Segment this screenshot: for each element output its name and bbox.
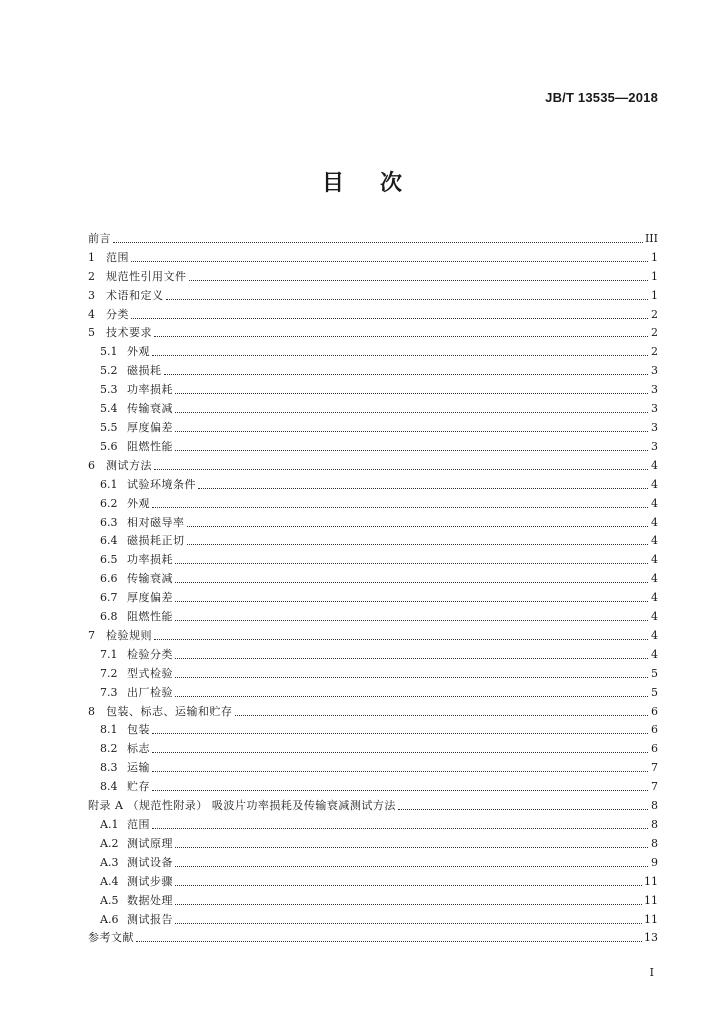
toc-entry-number: 7 [88, 628, 95, 642]
toc-leader-dots [175, 581, 648, 583]
toc-entry-number: 3 [88, 288, 95, 302]
toc-entry-number: 8.2 [100, 742, 118, 756]
toc-entry-number: 4 [88, 307, 95, 321]
toc-entry-title: 检验规则 [106, 628, 152, 642]
toc-entry-title: 测试步骤 [127, 874, 173, 888]
toc-leader-dots [187, 543, 649, 545]
toc-entry[interactable] [88, 530, 658, 549]
toc-leader-dots [175, 695, 648, 697]
toc-entry-page: 4 [651, 572, 658, 586]
toc-entry[interactable] [88, 397, 658, 416]
toc-entry-title: 测试方法 [106, 458, 152, 472]
toc-entry-page: 4 [651, 477, 658, 491]
toc-entry[interactable] [88, 681, 658, 700]
toc-entry-page: 4 [651, 610, 658, 624]
toc-entry[interactable] [88, 303, 658, 322]
toc-entry-number: 6.7 [100, 591, 118, 605]
toc-entry-page: 3 [651, 402, 658, 416]
toc-leader-dots [136, 940, 642, 942]
toc-entry-number: 7.1 [100, 647, 118, 661]
toc-entry-title: 磁损耗 [127, 364, 162, 378]
toc-entry[interactable] [88, 416, 658, 435]
toc-entry-number: 5 [88, 326, 95, 340]
toc-entry-title: 传输衰减 [127, 402, 173, 416]
toc-entry[interactable] [88, 737, 658, 756]
toc-entry-title: 试验环境条件 [127, 477, 196, 491]
toc-entry-number: 5.3 [100, 383, 118, 397]
toc-entry-title: 附录 A （规范性附录） 吸波片功率损耗及传输衰减测试方法 [88, 799, 396, 813]
toc-entry[interactable] [88, 643, 658, 662]
toc-entry-page: 1 [651, 269, 658, 283]
toc-leader-dots [164, 373, 649, 375]
toc-entry-page: 4 [651, 553, 658, 567]
toc-entry-number: A.4 [100, 874, 119, 888]
toc-entry-title: 包装、标志、运输和贮存 [106, 704, 233, 718]
toc-entry[interactable] [88, 586, 658, 605]
toc-entry[interactable] [88, 719, 658, 738]
toc-leader-dots [154, 638, 648, 640]
toc-entry[interactable] [88, 284, 658, 303]
toc-leader-dots [187, 525, 649, 527]
toc-entry[interactable] [88, 246, 658, 265]
toc-entry-number: 8.1 [100, 723, 118, 737]
toc-leader-dots [154, 468, 648, 470]
toc-entry-page: 4 [651, 647, 658, 661]
toc-entry[interactable] [88, 927, 658, 946]
toc-entry[interactable] [88, 378, 658, 397]
toc-leader-dots [398, 808, 648, 810]
document-code: JB/T 13535—2018 [545, 90, 658, 105]
toc-entry-page: 11 [644, 893, 658, 907]
toc-leader-dots [175, 600, 648, 602]
toc-entry-page: 4 [651, 534, 658, 548]
toc-entry-title: 磁损耗正切 [127, 534, 185, 548]
toc-entry[interactable] [88, 265, 658, 284]
toc-entry-number: 5.2 [100, 364, 118, 378]
toc-entry-page: 4 [651, 496, 658, 510]
toc-entry-title: 标志 [127, 742, 150, 756]
toc-entry[interactable] [88, 813, 658, 832]
toc-entry[interactable] [88, 473, 658, 492]
toc-entry-number: 8 [88, 704, 95, 718]
page-title [0, 166, 724, 197]
toc-entry-number: 2 [88, 269, 95, 283]
toc-leader-dots [175, 922, 642, 924]
toc-entry-title: 检验分类 [127, 647, 173, 661]
toc-entry-page: 8 [651, 818, 658, 831]
toc-entry-title: 技术要求 [106, 326, 152, 340]
toc-entry-number: 5.1 [100, 345, 118, 359]
toc-entry-page: III [644, 231, 658, 245]
toc-entry[interactable] [88, 889, 658, 908]
toc-entry-page: 2 [651, 345, 658, 359]
toc-entry[interactable] [88, 851, 658, 870]
table-of-contents [88, 227, 658, 945]
toc-entry-page: 1 [651, 288, 658, 302]
toc-entry-title: 型式检验 [127, 666, 173, 680]
toc-entry-page: 4 [651, 515, 658, 529]
toc-entry[interactable] [88, 756, 658, 775]
toc-leader-dots [175, 449, 648, 451]
toc-entry-number: A.3 [100, 855, 119, 869]
toc-entry-title: 参考文献 [88, 931, 134, 945]
toc-entry-number: 5.4 [100, 402, 118, 416]
toc-leader-dots [152, 732, 648, 734]
toc-entry-page: 6 [651, 723, 658, 737]
toc-entry[interactable] [88, 567, 658, 586]
toc-entry-title: 前言 [88, 231, 111, 245]
toc-entry[interactable] [88, 454, 658, 473]
toc-entry-page: 4 [651, 458, 658, 472]
toc-leader-dots [175, 562, 648, 564]
toc-entry-title: 数据处理 [127, 893, 173, 907]
toc-leader-dots [235, 714, 649, 716]
toc-entry[interactable] [88, 624, 658, 643]
toc-entry-page: 7 [651, 780, 658, 794]
toc-entry-number: 6.2 [100, 496, 118, 510]
toc-entry[interactable] [88, 908, 658, 927]
toc-entry-number: 1 [88, 250, 95, 264]
toc-entry-title: 运输 [127, 761, 150, 775]
toc-entry-page: 7 [651, 761, 658, 775]
toc-leader-dots [175, 619, 648, 621]
toc-leader-dots [175, 430, 648, 432]
toc-entry-page: 6 [651, 742, 658, 756]
toc-entry-page: 11 [644, 912, 658, 926]
toc-entry-number: 6 [88, 458, 95, 472]
toc-leader-dots [152, 506, 648, 508]
toc-entry-title: 测试原理 [127, 836, 173, 850]
toc-leader-dots [175, 657, 648, 659]
toc-entry[interactable] [88, 492, 658, 511]
toc-entry-title: 测试报告 [127, 912, 173, 926]
toc-entry[interactable] [88, 227, 658, 246]
toc-entry-title: 范围 [106, 250, 129, 264]
toc-leader-dots [175, 846, 648, 848]
toc-entry-title: 厚度偏差 [127, 420, 173, 434]
toc-entry-title: 测试设备 [127, 855, 173, 869]
toc-entry-number: 6.4 [100, 534, 118, 548]
toc-entry-page: 6 [651, 704, 658, 718]
toc-entry-page: 5 [651, 666, 658, 680]
toc-entry-title: 功率损耗 [127, 553, 173, 567]
toc-entry-title: 相对磁导率 [127, 515, 185, 529]
toc-leader-dots [175, 676, 648, 678]
toc-leader-dots [175, 411, 648, 413]
toc-entry-number: 8.4 [100, 780, 118, 794]
toc-entry-page: 3 [651, 420, 658, 434]
toc-leader-dots [152, 770, 648, 772]
toc-entry-number: 5.5 [100, 420, 118, 434]
toc-entry-number: 7.2 [100, 666, 118, 680]
title-char-1: 目 [321, 171, 344, 196]
toc-leader-dots [175, 884, 642, 886]
toc-entry-number: A.2 [100, 836, 119, 850]
page-number: I [649, 966, 654, 979]
toc-entry-title: 包装 [127, 723, 150, 737]
toc-leader-dots [131, 317, 648, 319]
toc-entry[interactable] [88, 700, 658, 719]
toc-entry[interactable] [88, 775, 658, 794]
toc-entry-page: 4 [651, 591, 658, 605]
toc-leader-dots [175, 903, 642, 905]
toc-entry-number: 8.3 [100, 761, 118, 775]
toc-entry-page: 9 [651, 855, 658, 869]
toc-entry-title: 术语和定义 [106, 288, 164, 302]
toc-entry-title: 厚度偏差 [127, 591, 173, 605]
title-char-2: 次 [380, 171, 403, 196]
toc-entry[interactable] [88, 832, 658, 851]
toc-entry-page: 4 [651, 628, 658, 642]
toc-entry-number: 6.6 [100, 572, 118, 586]
toc-entry-page: 13 [644, 931, 658, 945]
toc-entry-number: 6.3 [100, 515, 118, 529]
toc-leader-dots [131, 260, 648, 262]
toc-entry-page: 11 [644, 874, 658, 888]
toc-leader-dots [152, 827, 648, 829]
toc-entry-number: 5.6 [100, 439, 118, 453]
toc-entry-page: 3 [651, 383, 658, 397]
toc-leader-dots [189, 279, 649, 281]
toc-entry-number: 6.5 [100, 553, 118, 567]
toc-entry[interactable] [88, 359, 658, 378]
toc-entry-title: 阻燃性能 [127, 610, 173, 624]
toc-entry-page: 8 [651, 799, 658, 813]
toc-entry-title: 功率损耗 [127, 383, 173, 397]
toc-leader-dots [166, 298, 649, 300]
toc-leader-dots [154, 335, 648, 337]
toc-entry-number: A.5 [100, 893, 119, 907]
toc-entry-title: 阻燃性能 [127, 439, 173, 453]
toc-leader-dots [152, 751, 648, 753]
toc-entry-page: 3 [651, 439, 658, 453]
toc-leader-dots [175, 865, 648, 867]
toc-entry[interactable] [88, 662, 658, 681]
toc-entry-number: 7.3 [100, 685, 118, 699]
toc-entry-title: 传输衰减 [127, 572, 173, 586]
toc-entry[interactable] [88, 511, 658, 530]
toc-entry-page: 1 [651, 250, 658, 264]
toc-entry-title: 外观 [127, 496, 150, 510]
toc-entry-number: A.6 [100, 912, 119, 926]
toc-entry-title: 范围 [127, 818, 150, 831]
toc-leader-dots [152, 354, 648, 356]
toc-entry-title: 贮存 [127, 780, 150, 794]
toc-entry-number: 6.8 [100, 610, 118, 624]
toc-entry[interactable] [88, 870, 658, 889]
toc-leader-dots [198, 487, 648, 489]
toc-entry[interactable] [88, 605, 658, 624]
toc-entry[interactable] [88, 435, 658, 454]
toc-entry[interactable] [88, 340, 658, 359]
toc-entry-title: 规范性引用文件 [106, 269, 187, 283]
toc-entry-page: 5 [651, 685, 658, 699]
toc-entry-page: 3 [651, 364, 658, 378]
toc-entry[interactable] [88, 548, 658, 567]
toc-entry-title: 外观 [127, 345, 150, 359]
toc-entry[interactable] [88, 322, 658, 341]
toc-entry-title: 分类 [106, 307, 129, 321]
toc-leader-dots [113, 241, 643, 243]
toc-entry[interactable] [88, 794, 658, 813]
toc-entry-page: 2 [651, 307, 658, 321]
toc-entry-number: A.1 [100, 818, 119, 831]
toc-leader-dots [152, 789, 648, 791]
toc-leader-dots [175, 392, 648, 394]
toc-entry-title: 出厂检验 [127, 685, 173, 699]
toc-entry-page: 2 [651, 326, 658, 340]
toc-entry-page: 8 [651, 836, 658, 850]
toc-entry-number: 6.1 [100, 477, 118, 491]
